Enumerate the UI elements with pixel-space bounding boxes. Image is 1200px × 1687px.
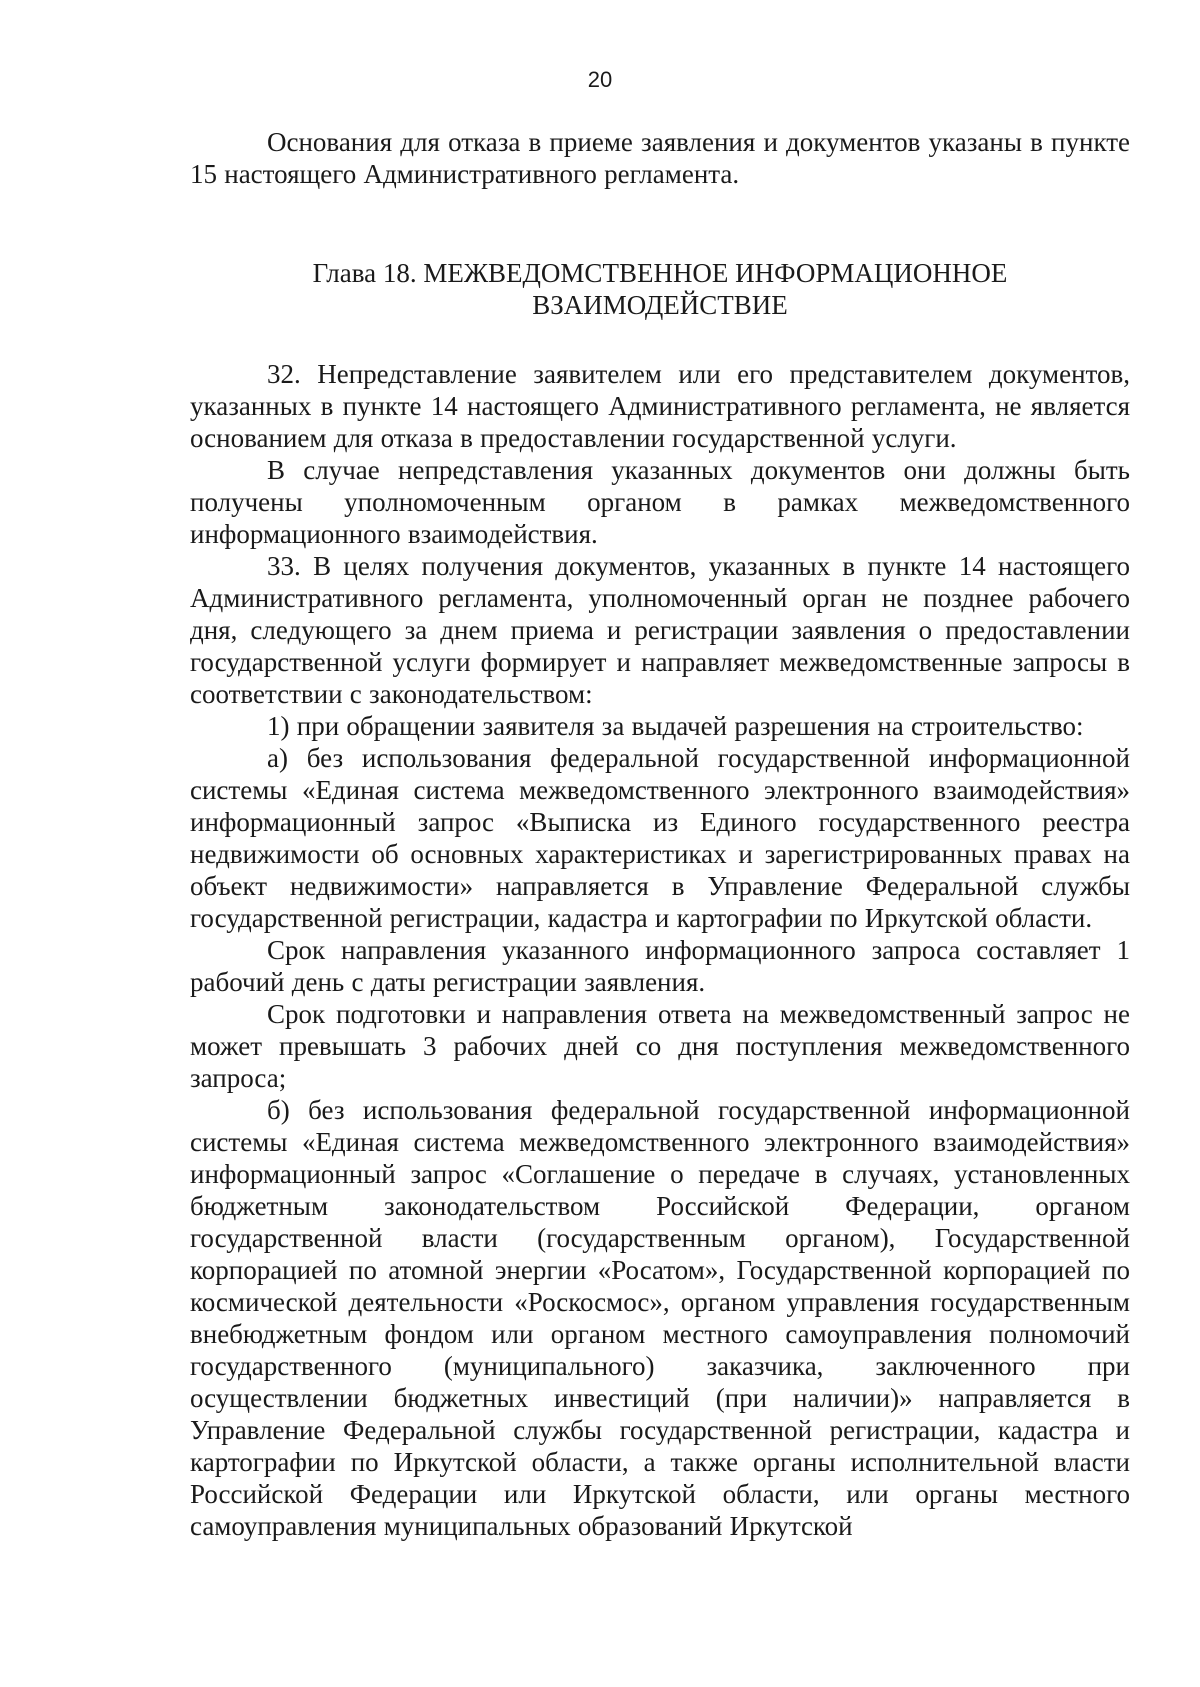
item-1-b: б) без использования федеральной государственной информационной системы «Единая система межведомственного электронного взаимодействия» информационный запрос «Соглашение о передаче в случаях, установленных бюджетным законодательством Российской Федерации, органом государственной власти (государственным органом), Государственной корпорацией по атомной энергии «Росатом», Государственной корпорацией по космической деятельности «Роскосмос», органом управления государственным внебюджетным фондом или органом местного самоуправления полномочий государственного (муниципального) заказчика, заключенного при осуществлении бюджетных инвестиций (при наличии)» направляется в Управление Федеральной службы государственной регистрации, кадастра и картографии по Иркутской области, а также органы исполнительной власти Российской Федерации или Иркутской области, или органы местного самоуправления муниципальных образований Иркутской <box>190 1095 1130 1541</box>
paragraph-32-continuation: В случае непредставления указанных документов они должны быть получены уполномоченным органом в рамках межведомственного информационного взаимодействия. <box>190 455 1130 549</box>
paragraph-32: 32. Непредставление заявителем или его представителем документов, указанных в пункте 14 настоящего Административного регламента, не является основанием для отказа в предоставлении государственной услуги. <box>190 359 1130 453</box>
paragraph-33: 33. В целях получения документов, указанных в пункте 14 настоящего Административного регламента, уполномоченный орган не позднее рабочего дня, следующего за днем приема и регистрации заявления о предоставлении государственной услуги формирует и направляет межведомственные запросы в соответствии с законодательством: <box>190 551 1130 709</box>
item-1: 1) при обращении заявителя за выдачей разрешения на строительство: <box>267 711 1084 741</box>
intro-paragraph: Основания для отказа в приеме заявления и документов указаны в пункте 15 настоящего Административного регламента. <box>190 127 1130 189</box>
chapter-heading <box>190 257 1130 321</box>
body-text <box>190 358 1130 1542</box>
page-number: 20 <box>587 67 613 92</box>
item-1-a-response-term: Срок подготовки и направления ответа на межведомственный запрос не может превышать 3 рабочих дней со дня поступления межведомственного запроса; <box>190 999 1130 1093</box>
intro-paragraph-block <box>190 126 1130 190</box>
item-1-a-send-term: Срок направления указанного информационного запроса составляет 1 рабочий день с даты регистрации заявления. <box>190 935 1130 997</box>
chapter-heading-line-1: Глава 18. МЕЖВЕДОМСТВЕННОЕ ИНФОРМАЦИОННОЕ <box>312 258 1008 288</box>
item-1-a: а) без использования федеральной государственной информационной системы «Единая система межведомственного электронного взаимодействия» информационный запрос «Выписка из Единого государственного реестра недвижимости об основных характеристиках и зарегистрированных правах на объект недвижимости» направляется в Управление Федеральной службы государственной регистрации, кадастра и картографии по Иркутской области. <box>190 743 1130 933</box>
chapter-heading-line-2: ВЗАИМОДЕЙСТВИЕ <box>532 290 788 320</box>
